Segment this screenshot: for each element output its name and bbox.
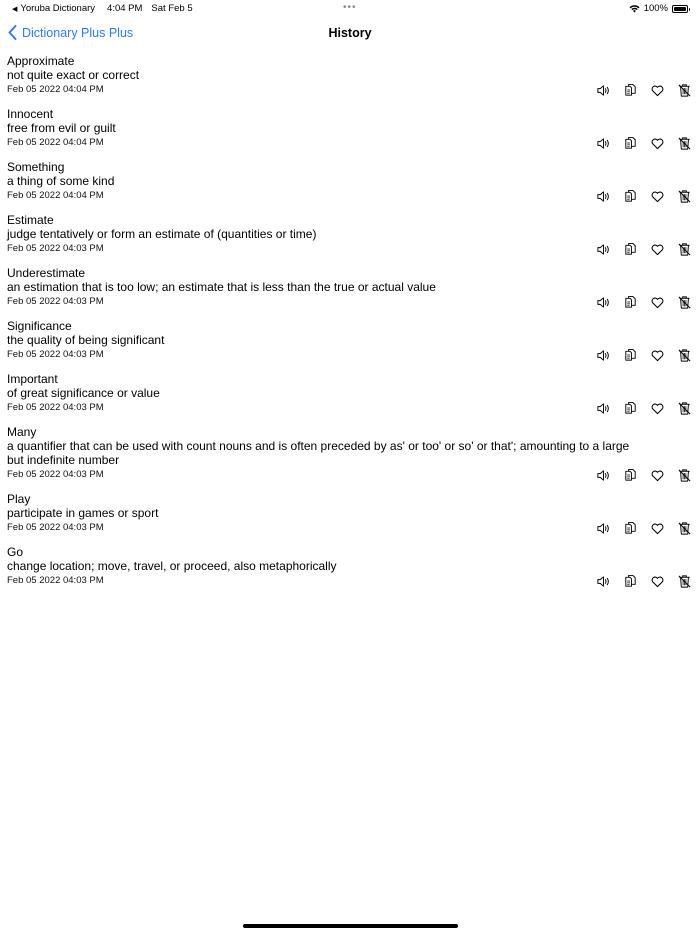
- speaker-icon: [596, 401, 611, 416]
- history-entry[interactable]: [0, 107, 700, 150]
- favorite-button[interactable]: [650, 295, 665, 310]
- favorite-button[interactable]: [650, 468, 665, 483]
- wifi-icon: [629, 4, 640, 13]
- heart-icon: [650, 574, 665, 589]
- history-entry[interactable]: [0, 160, 700, 203]
- heart-icon: [650, 242, 665, 257]
- entry-definition: the quality of being significant: [7, 333, 165, 347]
- heart-icon: [650, 348, 665, 363]
- history-entry[interactable]: [0, 266, 700, 309]
- heart-icon: [650, 83, 665, 98]
- entry-actions: [596, 574, 692, 588]
- speaker-button[interactable]: [596, 242, 611, 257]
- heart-icon: [650, 189, 665, 204]
- trash-icon: [677, 521, 692, 536]
- entry-actions: [596, 83, 692, 97]
- trash-icon: [677, 136, 692, 151]
- entry-actions: [596, 295, 692, 309]
- page-title: History: [328, 26, 372, 40]
- back-button-label: Dictionary Plus Plus: [22, 25, 134, 40]
- delete-button[interactable]: [677, 189, 692, 204]
- delete-button[interactable]: [677, 136, 692, 151]
- copy-button[interactable]: [623, 521, 638, 536]
- copy-button[interactable]: [623, 295, 638, 310]
- entry-actions: [596, 242, 692, 256]
- speaker-button[interactable]: [596, 401, 611, 416]
- status-date: Sat Feb 5: [151, 3, 193, 14]
- trash-icon: [677, 295, 692, 310]
- delete-button[interactable]: [677, 295, 692, 310]
- entry-timestamp: Feb 05 2022 04:04 PM: [7, 84, 104, 95]
- copy-button[interactable]: [623, 136, 638, 151]
- delete-button[interactable]: [677, 348, 692, 363]
- entry-actions: [596, 348, 692, 362]
- entry-word: Estimate: [7, 213, 54, 227]
- favorite-button[interactable]: [650, 574, 665, 589]
- speaker-button[interactable]: [596, 468, 611, 483]
- entry-timestamp: Feb 05 2022 04:03 PM: [7, 243, 104, 254]
- delete-button[interactable]: [677, 574, 692, 589]
- history-entry[interactable]: [0, 372, 700, 415]
- speaker-icon: [596, 136, 611, 151]
- trash-icon: [677, 189, 692, 204]
- entry-timestamp: Feb 05 2022 04:03 PM: [7, 469, 104, 480]
- trash-icon: [677, 348, 692, 363]
- entry-timestamp: Feb 05 2022 04:03 PM: [7, 402, 104, 413]
- entry-word: Go: [7, 545, 24, 559]
- entry-definition: not quite exact or correct: [7, 68, 140, 82]
- entry-word: Many: [7, 425, 37, 439]
- entry-definition: an estimation that is too low; an estimate that is less than the true or actual value: [7, 280, 436, 294]
- speaker-icon: [596, 574, 611, 589]
- entry-word: Underestimate: [7, 266, 86, 280]
- copy-icon: [623, 83, 638, 98]
- copy-icon: [623, 242, 638, 257]
- delete-button[interactable]: [677, 242, 692, 257]
- history-entry[interactable]: [0, 319, 700, 362]
- favorite-button[interactable]: [650, 83, 665, 98]
- history-entry[interactable]: [0, 545, 700, 588]
- entry-word: Innocent: [7, 107, 54, 121]
- entry-definition: of great significance or value: [7, 386, 160, 400]
- copy-icon: [623, 468, 638, 483]
- speaker-button[interactable]: [596, 189, 611, 204]
- back-app-name: Yoruba Dictionary: [20, 3, 96, 14]
- entry-definition: free from evil or guilt: [7, 121, 116, 135]
- speaker-button[interactable]: [596, 83, 611, 98]
- history-entry[interactable]: [0, 54, 700, 97]
- copy-button[interactable]: [623, 83, 638, 98]
- history-entry[interactable]: [0, 492, 700, 535]
- entry-timestamp: Feb 05 2022 04:03 PM: [7, 296, 104, 307]
- speaker-button[interactable]: [596, 348, 611, 363]
- entry-timestamp: Feb 05 2022 04:03 PM: [7, 349, 104, 360]
- copy-button[interactable]: [623, 574, 638, 589]
- speaker-button[interactable]: [596, 574, 611, 589]
- entry-word: Important: [7, 372, 58, 386]
- heart-icon: [650, 468, 665, 483]
- entry-word: Approximate: [7, 54, 75, 68]
- entry-timestamp: Feb 05 2022 04:03 PM: [7, 575, 104, 586]
- trash-icon: [677, 468, 692, 483]
- history-entry[interactable]: [0, 425, 700, 482]
- trash-icon: [677, 242, 692, 257]
- speaker-button[interactable]: [596, 521, 611, 536]
- favorite-button[interactable]: [650, 521, 665, 536]
- copy-icon: [623, 574, 638, 589]
- entry-word: Significance: [7, 319, 72, 333]
- status-right: [629, 3, 688, 14]
- battery-percent: 100%: [643, 3, 668, 14]
- speaker-icon: [596, 521, 611, 536]
- delete-button[interactable]: [677, 401, 692, 416]
- multitasking-dots[interactable]: •••: [343, 2, 357, 13]
- copy-icon: [623, 348, 638, 363]
- entry-actions: [596, 521, 692, 535]
- status-time: 4:04 PM: [107, 3, 143, 14]
- favorite-button[interactable]: [650, 242, 665, 257]
- copy-icon: [623, 189, 638, 204]
- favorite-button[interactable]: [650, 348, 665, 363]
- copy-icon: [623, 295, 638, 310]
- trash-icon: [677, 574, 692, 589]
- copy-icon: [623, 136, 638, 151]
- speaker-icon: [596, 242, 611, 257]
- back-to-app-icon: ◀: [12, 5, 18, 13]
- speaker-icon: [596, 348, 611, 363]
- battery-icon: [672, 5, 688, 13]
- heart-icon: [650, 401, 665, 416]
- entry-actions: [596, 401, 692, 415]
- delete-button[interactable]: [677, 468, 692, 483]
- trash-icon: [677, 83, 692, 98]
- speaker-icon: [596, 83, 611, 98]
- speaker-icon: [596, 468, 611, 483]
- history-entry[interactable]: [0, 213, 700, 256]
- status-left[interactable]: [12, 3, 193, 14]
- heart-icon: [650, 295, 665, 310]
- copy-button[interactable]: [623, 401, 638, 416]
- home-indicator[interactable]: [243, 924, 458, 928]
- entry-actions: [596, 468, 692, 482]
- entry-definition: participate in games or sport: [7, 506, 159, 520]
- entry-definition: change location; move, travel, or proceed, also metaphorically: [7, 559, 337, 573]
- entry-definition: judge tentatively or form an estimate of (quantities or time): [7, 227, 317, 241]
- entry-timestamp: Feb 05 2022 04:04 PM: [7, 190, 104, 201]
- favorite-button[interactable]: [650, 401, 665, 416]
- speaker-icon: [596, 189, 611, 204]
- trash-icon: [677, 401, 692, 416]
- entry-timestamp: Feb 05 2022 04:03 PM: [7, 522, 104, 533]
- entry-word: Something: [7, 160, 65, 174]
- copy-button[interactable]: [623, 348, 638, 363]
- delete-button[interactable]: [677, 521, 692, 536]
- navigation-bar: [0, 22, 700, 48]
- status-bar: [0, 0, 700, 18]
- copy-button[interactable]: [623, 468, 638, 483]
- history-list: [0, 54, 700, 598]
- entry-definition: a thing of some kind: [7, 174, 115, 188]
- speaker-icon: [596, 295, 611, 310]
- speaker-button[interactable]: [596, 136, 611, 151]
- favorite-button[interactable]: [650, 189, 665, 204]
- copy-icon: [623, 521, 638, 536]
- copy-icon: [623, 401, 638, 416]
- entry-timestamp: Feb 05 2022 04:04 PM: [7, 137, 104, 148]
- entry-actions: [596, 189, 692, 203]
- copy-button[interactable]: [623, 242, 638, 257]
- entry-word: Play: [7, 492, 31, 506]
- copy-button[interactable]: [623, 189, 638, 204]
- entry-definition: a quantifier that can be used with count nouns and is often preceded by as' or too' or so' or that'; amounting to a large but indefinite number: [7, 439, 630, 467]
- heart-icon: [650, 521, 665, 536]
- entry-actions: [596, 136, 692, 150]
- delete-button[interactable]: [677, 83, 692, 98]
- heart-icon: [650, 136, 665, 151]
- speaker-button[interactable]: [596, 295, 611, 310]
- favorite-button[interactable]: [650, 136, 665, 151]
